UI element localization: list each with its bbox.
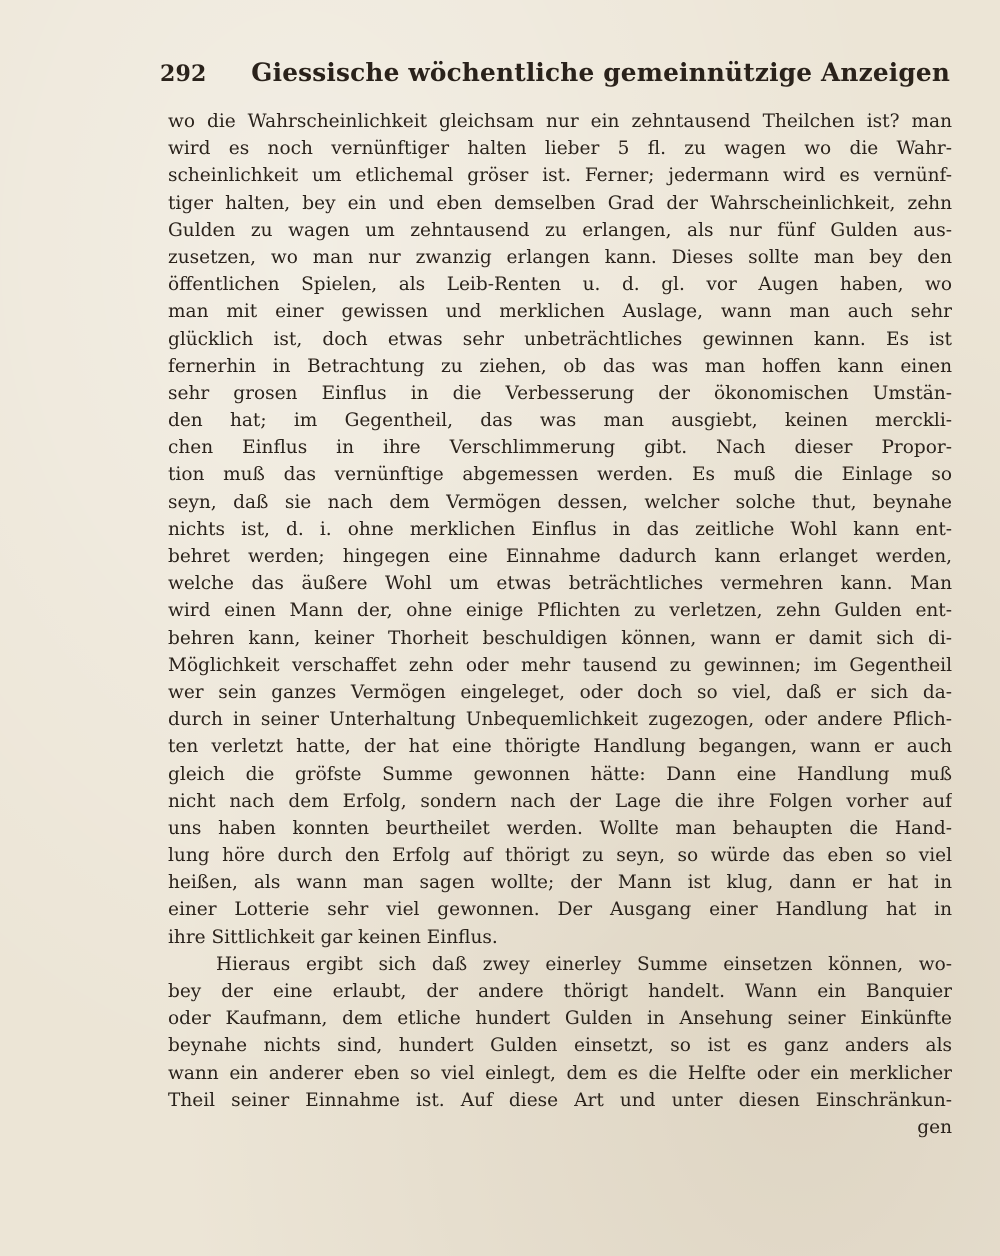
text-line: behret werden; hingegen eine Einnahme dadurch kann erlanget werden,	[168, 546, 952, 567]
body-text	[168, 108, 952, 1141]
text-line: Theil seiner Einnahme ist. Auf diese Art und unter diesen Einschränkun-	[168, 1089, 952, 1111]
text-line: uns haben konnten beurtheilet werden. Wollte man behaupten die Hand-	[168, 817, 952, 839]
text-line: welche das äußere Wohl um etwas beträchtliches vermehren kann. Man	[168, 573, 952, 595]
text-line: fernerhin in Betrachtung zu ziehen, ob das was man hoffen kann einen	[168, 355, 952, 377]
page-number: 292	[160, 61, 207, 87]
text-line: tion muß das vernünftige abgemessen werden. Es muß die Einlage so	[168, 464, 952, 486]
text-line: durch in seiner Unterhaltung Unbequemlichkeit zugezogen, oder andere Pflich-	[168, 709, 952, 731]
text-line: gleich die gröfste Summe gewonnen hätte: Dann eine Handlung muß	[168, 763, 952, 785]
text-line: sehr grosen Einflus in die Verbesserung der ökonomischen Umstän-	[168, 382, 952, 404]
text-line: wann ein anderer eben so viel einlegt, dem es die Helfte oder ein merklicher	[168, 1062, 952, 1084]
text-line: zusetzen, wo man nur zwanzig erlangen kann. Dieses sollte man bey den	[168, 246, 952, 268]
text-line: Gulden zu wagen um zehntausend zu erlangen, als nur fünf Gulden aus-	[168, 219, 952, 241]
text-line: ten verletzt hatte, der hat eine thörigte Handlung begangen, wann er auch	[168, 736, 952, 758]
text-line: chen Einflus in ihre Verschlimmerung gibt. Nach dieser Propor-	[168, 437, 952, 459]
text-line: glücklich ist, doch etwas sehr unbeträchtliches gewinnen kann. Es ist	[168, 328, 952, 350]
text-line: tiger halten, bey ein und eben demselben Grad der Wahrscheinlichkeit, zehn	[168, 192, 952, 214]
text-line: scheinlichkeit um etlichemal gröser ist. Ferner; jedermann wird es vernünf-	[168, 165, 952, 187]
text-line: man mit einer gewissen und merklichen Auslage, wann man auch sehr	[168, 301, 952, 323]
text-line: bey der eine erlaubt, der andere thörigt handelt. Wann ein Banquier	[168, 981, 952, 1002]
text-line: beynahe nichts sind, hundert Gulden einsetzt, so ist es ganz anders als	[168, 1035, 952, 1057]
text-line: öffentlichen Spielen, als Leib-Renten u. d. gl. vor Augen haben, wo	[168, 274, 952, 296]
text-line: wer sein ganzes Vermögen eingeleget, oder doch so viel, daß er sich da-	[168, 681, 952, 703]
text-line: behren kann, keiner Thorheit beschuldigen können, wann er damit sich di-	[168, 627, 952, 649]
text-line: Möglichkeit verschaffet zehn oder mehr tausend zu gewinnen; im Gegentheil	[168, 654, 952, 676]
text-line: seyn, daß sie nach dem Vermögen dessen, welcher solche thut, beynahe	[168, 491, 952, 513]
text-line: einer Lotterie sehr viel gewonnen. Der Ausgang einer Handlung hat in	[168, 899, 952, 921]
paragraph-start-line: Hieraus ergibt sich daß zwey einerley Summe einsetzen können, wo-	[216, 953, 952, 975]
text-line: oder Kaufmann, dem etliche hundert Gulden in Ansehung seiner Einkünfte	[168, 1008, 952, 1030]
paragraph-end-line: ihre Sittlichkeit gar keinen Einflus.	[168, 926, 498, 948]
text-line: heißen, als wann man sagen wollte; der Mann ist klug, dann er hat in	[168, 872, 952, 894]
running-title: Giessische wöchentliche gemeinnützige Anzeigen	[251, 58, 951, 87]
text-line: nicht nach dem Erfolg, sondern nach der Lage die ihre Folgen vorher auf	[168, 790, 952, 812]
catchword: gen	[917, 1116, 952, 1138]
text-line: wird es noch vernünftiger halten lieber 5 fl. zu wagen wo die Wahr-	[168, 138, 952, 160]
text-line: nichts ist, d. i. ohne merklichen Einflus in das zeitliche Wohl kann ent-	[168, 518, 952, 540]
text-line: wo die Wahrscheinlichkeit gleichsam nur ein zehntausend Theilchen ist? man	[168, 111, 952, 132]
text-line: wird einen Mann der, ohne einige Pflichten zu verletzen, zehn Gulden ent-	[168, 600, 952, 622]
text-line: lung höre durch den Erfolg auf thörigt zu seyn, so würde das eben so viel	[168, 845, 952, 867]
page-header	[160, 58, 950, 98]
text-line: den hat; im Gegentheil, das was man ausgiebt, keinen merckli-	[168, 410, 952, 432]
